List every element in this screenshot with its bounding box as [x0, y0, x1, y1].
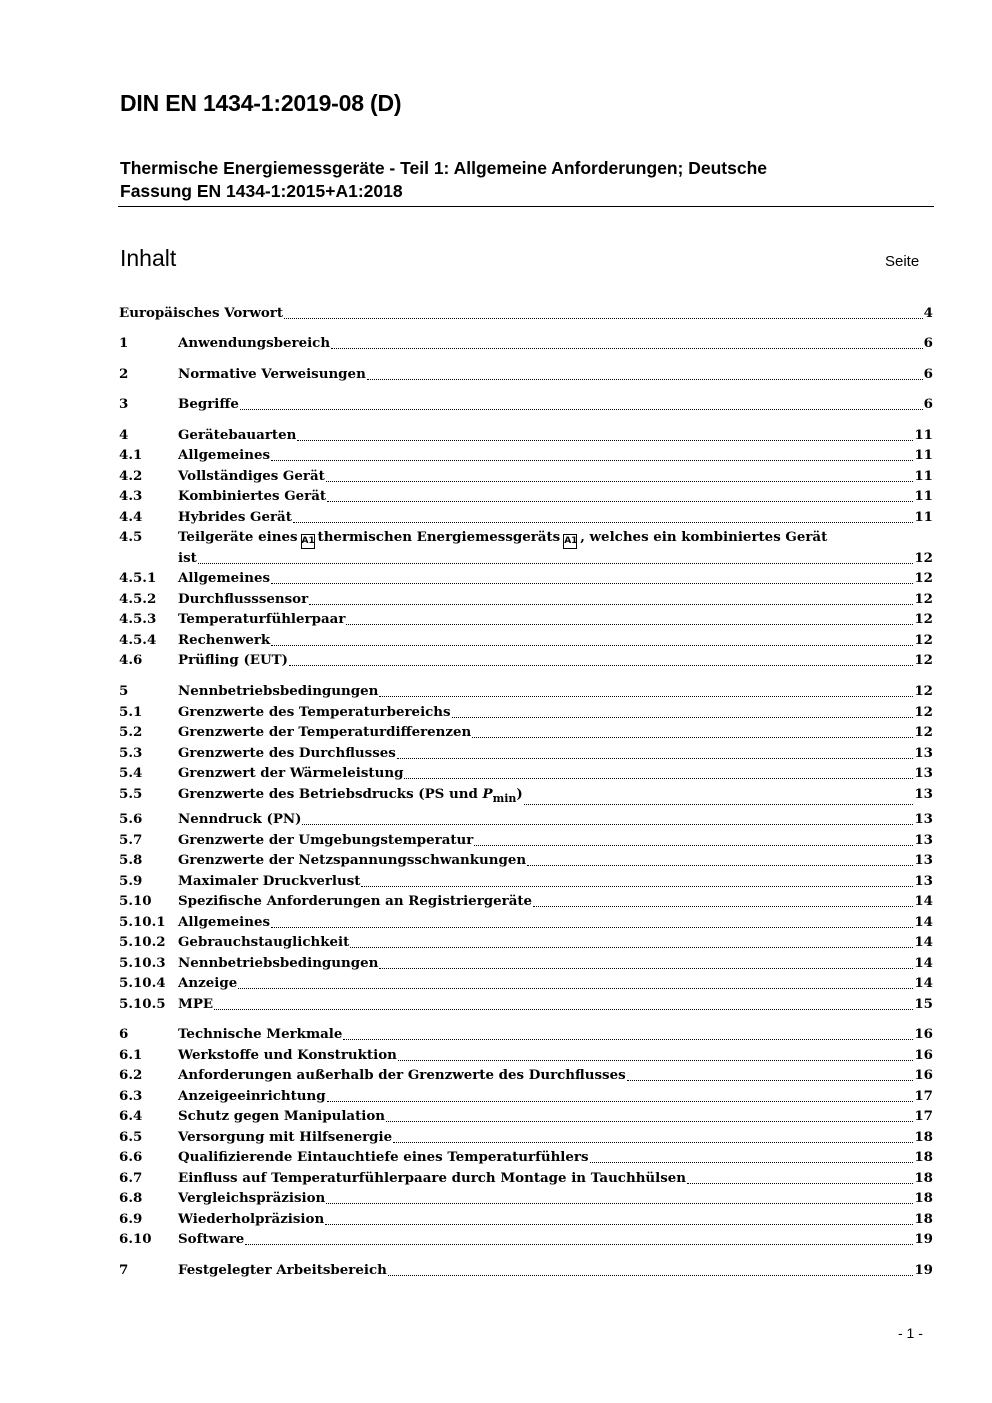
toc-leader-dots — [379, 695, 913, 697]
toc-entry-continuation[interactable] — [118, 548, 933, 568]
toc-entry-title: Allgemeines — [178, 447, 271, 463]
toc-entry[interactable] — [118, 1209, 933, 1229]
toc-entry[interactable] — [118, 1188, 933, 1208]
toc-entry-title: Anforderungen außerhalb der Grenzwerte des Durchflusses — [178, 1067, 626, 1083]
toc-entry-number: 6.3 — [119, 1088, 143, 1104]
toc-leader-dots — [687, 1182, 913, 1184]
toc-entry-line — [178, 568, 933, 588]
toc-entry-title: Nenndruck (PN) — [178, 811, 302, 827]
toc-entry-number: 5.10 — [119, 893, 152, 909]
toc-leader-dots — [271, 582, 913, 584]
toc-entry-page: 17 — [914, 1088, 933, 1104]
toc-entry-page: 18 — [914, 1149, 933, 1165]
toc-entry-number: 5.10.4 — [119, 975, 166, 991]
toc-entry-page: 16 — [914, 1026, 933, 1042]
toc-leader-dots — [240, 408, 923, 410]
toc-entry-number: 5.10.2 — [119, 934, 166, 950]
toc-entry-number: 6.6 — [119, 1149, 143, 1165]
toc-entry-page: 19 — [914, 1231, 933, 1247]
toc-entry[interactable] — [118, 609, 933, 629]
toc-entry[interactable] — [118, 702, 933, 722]
toc-entry-line — [178, 1106, 933, 1126]
toc-entry[interactable] — [118, 445, 933, 465]
toc-leader-dots — [524, 803, 914, 805]
toc-entry-title: Gebrauchstauglichkeit — [178, 934, 350, 950]
toc-entry-title: Nennbetriebsbedingungen — [178, 955, 379, 971]
toc-entry-page: 4 — [923, 305, 933, 321]
toc-entry[interactable] — [118, 912, 933, 932]
toc-entry-title: Allgemeines — [178, 570, 271, 586]
toc-entry-page: 13 — [914, 873, 933, 889]
toc-leader-dots — [271, 644, 913, 646]
toc-entry-page: 14 — [914, 893, 933, 909]
toc-entry-page: 6 — [923, 366, 933, 382]
toc-leader-dots — [590, 1161, 914, 1163]
toc-entry-number: 2 — [119, 366, 129, 382]
toc-entry-page: 14 — [914, 975, 933, 991]
toc-entry-title: Vergleichspräzision — [178, 1190, 326, 1206]
toc-entry[interactable] — [118, 1086, 933, 1106]
toc-leader-dots — [527, 864, 913, 866]
toc-entry-page: 12 — [914, 611, 933, 627]
toc-entry-line — [178, 953, 933, 973]
toc-entry-title: Festgelegter Arbeitsbereich — [178, 1262, 387, 1278]
toc-entry[interactable] — [118, 364, 933, 384]
toc-entry-title: Hybrides Gerät — [178, 509, 292, 525]
toc-leader-dots — [327, 1100, 914, 1102]
toc-leader-dots — [452, 716, 914, 718]
toc-entry-title: Rechenwerk — [178, 632, 271, 648]
page-column-label: Seite — [885, 253, 920, 270]
toc-entry-page: 13 — [914, 832, 933, 848]
toc-entry-line — [178, 973, 933, 993]
toc-entry-title: Grenzwerte der Umgebungstemperatur — [178, 832, 474, 848]
page-footer-number: - 1 - — [898, 1325, 923, 1341]
toc-entry[interactable] — [118, 589, 933, 609]
toc-entry[interactable] — [118, 630, 933, 650]
toc-entry-line — [178, 486, 933, 506]
toc-entry-page: 11 — [914, 488, 933, 504]
toc-entry-title: Kombiniertes Gerät — [178, 488, 327, 504]
toc-entry-number: 5.10.3 — [119, 955, 166, 971]
toc-entry-number: 4.5.3 — [119, 611, 157, 627]
toc-entry-title: Prüfling (EUT) — [178, 652, 288, 668]
toc-leader-dots — [325, 1223, 913, 1225]
toc-entry-page: 11 — [914, 447, 933, 463]
toc-entry[interactable] — [118, 681, 933, 701]
toc-entry-title: Grenzwerte der Temperaturdifferenzen — [178, 724, 472, 740]
toc-leader-dots — [533, 905, 913, 907]
toc-entry[interactable] — [118, 1065, 933, 1085]
toc-title-text: thermischen Energiemessgeräts — [317, 529, 561, 545]
toc-entry[interactable] — [118, 303, 933, 323]
toc-entry-page: 12 — [914, 550, 933, 566]
toc-leader-dots — [326, 480, 914, 482]
toc-entry-title: Spezifische Anforderungen an Registriergeräte — [178, 893, 533, 909]
toc-leader-dots — [474, 844, 913, 846]
amendment-end-icon: A1 — [563, 534, 577, 549]
toc-entry-page: 6 — [923, 396, 933, 412]
toc-leader-dots — [346, 623, 913, 625]
toc-entry-line — [178, 681, 933, 701]
toc-entry-number: 7 — [119, 1262, 129, 1278]
toc-entry-line — [178, 743, 933, 763]
toc-entry-title: Anzeige — [178, 975, 238, 991]
toc-entry-page: 12 — [914, 704, 933, 720]
toc-entry-line — [178, 1024, 933, 1044]
toc-entry[interactable] — [118, 932, 933, 952]
toc-entry-number: 4.2 — [119, 468, 143, 484]
toc-entry-number: 3 — [119, 396, 129, 412]
toc-entry-line — [178, 548, 933, 568]
toc-entry-page: 12 — [914, 724, 933, 740]
toc-entry-number: 5.4 — [119, 765, 143, 781]
toc-entry-line — [178, 527, 933, 549]
toc-entry-title: Normative Verweisungen — [178, 366, 366, 382]
toc-entry[interactable] — [118, 466, 933, 486]
toc-entry-number: 4.5.1 — [119, 570, 157, 586]
toc-entry[interactable] — [118, 1024, 933, 1044]
toc-leader-dots — [379, 967, 913, 969]
toc-entry-page: 11 — [914, 468, 933, 484]
toc-entry-line — [178, 1209, 933, 1229]
toc-entry[interactable] — [118, 527, 933, 547]
toc-entry-line — [178, 1147, 933, 1167]
toc-entry[interactable] — [118, 333, 933, 353]
toc-entry-page: 19 — [914, 1262, 933, 1278]
toc-leader-dots — [245, 1243, 913, 1245]
toc-entry-title: Anzeigeeinrichtung — [178, 1088, 326, 1104]
toc-entry-page: 12 — [914, 570, 933, 586]
toc-leader-dots — [397, 757, 914, 759]
toc-entry-number: 5.6 — [119, 811, 143, 827]
toc-entry-title: Versorgung mit Hilfsenergie — [178, 1129, 393, 1145]
toc-entry-title: Gerätebauarten — [178, 427, 297, 443]
toc-entry-page: 14 — [914, 934, 933, 950]
toc-entry[interactable] — [118, 953, 933, 973]
toc-entry-number: 5.2 — [119, 724, 143, 740]
math-subscript: min — [492, 792, 517, 805]
toc-entry-number: 5.5 — [119, 786, 143, 802]
toc-entry-title: Schutz gegen Manipulation — [178, 1108, 386, 1124]
toc-entry-number: 6.7 — [119, 1170, 143, 1186]
toc-entry[interactable] — [118, 1045, 933, 1065]
toc-leader-dots — [198, 562, 914, 564]
toc-entry-line — [178, 784, 933, 809]
toc-entry[interactable] — [118, 1147, 933, 1167]
toc-entry-line — [178, 871, 933, 891]
subtitle-line-2: Fassung EN 1434-1:2015+A1:2018 — [120, 181, 403, 201]
toc-entry-line — [178, 609, 933, 629]
toc-leader-dots — [293, 521, 913, 523]
toc-heading: Inhalt — [120, 245, 177, 271]
toc-entry-line — [178, 809, 933, 829]
toc-entry-line — [178, 394, 933, 414]
toc-entry-line — [178, 1188, 933, 1208]
toc-entry-number: 4.5.2 — [119, 591, 157, 607]
toc-entry[interactable] — [118, 1127, 933, 1147]
title-divider — [118, 206, 934, 207]
toc-entry-page: 18 — [914, 1170, 933, 1186]
toc-entry-title: Grenzwert der Wärmeleistung — [178, 765, 404, 781]
toc-entry-page: 16 — [914, 1047, 933, 1063]
toc-entry-line — [178, 364, 933, 384]
toc-leader-dots — [350, 946, 913, 948]
toc-entry-page: 16 — [914, 1067, 933, 1083]
toc-leader-dots — [271, 459, 913, 461]
toc-entry-number: 5.8 — [119, 852, 143, 868]
toc-entry-line — [178, 830, 933, 850]
toc-entry-number: 5.10.5 — [119, 996, 166, 1012]
toc-title-text: Teilgeräte eines — [178, 529, 298, 545]
toc-entry-number: 6 — [119, 1026, 129, 1042]
toc-entry-line — [178, 702, 933, 722]
toc-leader-dots — [297, 439, 913, 441]
toc-entry-title: Grenzwerte des Durchflusses — [178, 745, 396, 761]
toc-entry-page: 11 — [914, 427, 933, 443]
toc-entry-line — [119, 303, 933, 323]
toc-entry[interactable] — [118, 1260, 933, 1280]
toc-leader-dots — [388, 1274, 913, 1276]
toc-entry-title: Werkstoffe und Konstruktion — [178, 1047, 397, 1063]
toc-entry-line — [178, 1065, 933, 1085]
toc-entry-line — [178, 891, 933, 911]
toc-entry-page: 18 — [914, 1190, 933, 1206]
toc-leader-dots — [289, 664, 913, 666]
toc-title-text: ) — [516, 786, 523, 802]
toc-leader-dots — [343, 1038, 913, 1040]
toc-leader-dots — [398, 1059, 913, 1061]
toc-entry-line — [178, 994, 933, 1014]
toc-entry-title: Technische Merkmale — [178, 1026, 343, 1042]
toc-leader-dots — [627, 1079, 914, 1081]
toc-entry-number: 4.3 — [119, 488, 143, 504]
toc-entry-line — [178, 912, 933, 932]
toc-entry-title: Wiederholpräzision — [178, 1211, 325, 1227]
toc-entry-page: 12 — [914, 652, 933, 668]
toc-entry-title — [178, 784, 523, 809]
toc-leader-dots — [302, 823, 913, 825]
toc-entry-line — [178, 763, 933, 783]
toc-entry-title: Software — [178, 1231, 245, 1247]
toc-entry[interactable] — [118, 994, 933, 1014]
toc-entry-page: 11 — [914, 509, 933, 525]
toc-entry-number: 6.5 — [119, 1129, 143, 1145]
subtitle-line-1: Thermische Energiemessgeräte - Teil 1: Allgemeine Anforderungen; Deutsche — [120, 158, 768, 178]
toc-leader-dots — [271, 926, 913, 928]
toc-entry-title: Europäisches Vorwort — [119, 305, 284, 321]
toc-title-text: Grenzwerte des Betriebsdrucks (PS und — [178, 786, 483, 802]
toc-entry-line — [178, 333, 933, 353]
toc-leader-dots — [326, 1202, 913, 1204]
toc-leader-dots — [331, 347, 923, 349]
toc-entry[interactable] — [118, 830, 933, 850]
toc-entry[interactable] — [118, 394, 933, 414]
toc-entry-page: 13 — [914, 786, 933, 802]
toc-entry-title — [178, 527, 827, 549]
toc-entry-number: 5.1 — [119, 704, 143, 720]
toc-entry[interactable] — [118, 809, 933, 829]
toc-entry-line — [178, 425, 933, 445]
toc-entry-page: 12 — [914, 683, 933, 699]
toc-entry-title: Vollständiges Gerät — [178, 468, 325, 484]
toc-leader-dots — [472, 736, 913, 738]
toc-entry-line — [178, 1168, 933, 1188]
toc-entry-line — [178, 1229, 933, 1249]
toc-entry-page: 14 — [914, 955, 933, 971]
toc-entry[interactable] — [118, 763, 933, 783]
toc-entry-page: 12 — [914, 591, 933, 607]
toc-entry-page: 14 — [914, 914, 933, 930]
toc-leader-dots — [361, 885, 913, 887]
toc-entry-page: 13 — [914, 745, 933, 761]
document-subtitle — [120, 157, 900, 203]
toc-entry-page: 18 — [914, 1211, 933, 1227]
toc-entry-title: Begriffe — [178, 396, 239, 412]
toc-entry-title: Anwendungsbereich — [178, 335, 331, 351]
toc-entry[interactable] — [118, 743, 933, 763]
toc-entry-title: Temperaturfühlerpaar — [178, 611, 346, 627]
toc-entry-number: 6.9 — [119, 1211, 143, 1227]
toc-entry[interactable] — [118, 486, 933, 506]
toc-entry-number: 6.4 — [119, 1108, 143, 1124]
toc-entry[interactable] — [118, 722, 933, 742]
toc-entry-title: Nennbetriebsbedingungen — [178, 683, 379, 699]
toc-entry-number: 4.6 — [119, 652, 143, 668]
toc-entry[interactable] — [118, 650, 933, 670]
toc-entry-line — [178, 850, 933, 870]
math-variable: P — [482, 786, 493, 802]
toc-entry[interactable] — [118, 850, 933, 870]
toc-entry-number: 1 — [119, 335, 129, 351]
toc-leader-dots — [284, 317, 923, 319]
toc-entry[interactable] — [118, 891, 933, 911]
toc-title-text: , welches ein kombiniertes Gerät — [580, 529, 828, 545]
toc-entry[interactable] — [118, 425, 933, 445]
toc-entry-page: 18 — [914, 1129, 933, 1145]
toc-entry-page: 13 — [914, 811, 933, 827]
toc-leader-dots — [386, 1120, 913, 1122]
toc-leader-dots — [214, 1008, 913, 1010]
toc-entry-title: MPE — [178, 996, 214, 1012]
toc-entry-line — [178, 1260, 933, 1280]
toc-leader-dots — [367, 378, 923, 380]
toc-entry-page: 12 — [914, 632, 933, 648]
toc-entry-number: 6.8 — [119, 1190, 143, 1206]
toc-entry-number: 5.7 — [119, 832, 143, 848]
toc-leader-dots — [309, 603, 913, 605]
toc-entry-number: 4.5.4 — [119, 632, 157, 648]
toc-entry[interactable] — [118, 1106, 933, 1126]
toc-leader-dots — [404, 777, 913, 779]
toc-entry[interactable] — [118, 507, 933, 527]
toc-entry-line — [178, 630, 933, 650]
toc-leader-dots — [238, 987, 913, 989]
toc-entry-line — [178, 1045, 933, 1065]
toc-entry-line — [178, 466, 933, 486]
toc-entry[interactable] — [118, 784, 933, 804]
toc-entry-title: Grenzwerte des Temperaturbereichs — [178, 704, 451, 720]
toc-entry-page: 6 — [923, 335, 933, 351]
toc-entry-line — [178, 932, 933, 952]
toc-entry[interactable] — [118, 568, 933, 588]
toc-entry-line — [178, 507, 933, 527]
toc-entry-number: 5 — [119, 683, 129, 699]
toc-entry[interactable] — [118, 1229, 933, 1249]
toc-entry-title: Maximaler Druckverlust — [178, 873, 361, 889]
toc-entry-number: 6.2 — [119, 1067, 143, 1083]
toc-entry-page: 17 — [914, 1108, 933, 1124]
amendment-start-icon: A1 — [301, 534, 315, 549]
toc-entry-title: ist — [178, 550, 197, 566]
toc-entry[interactable] — [118, 973, 933, 993]
page-title: DIN EN 1434-1:2019-08 (D) — [120, 90, 402, 116]
toc-entry-number: 6.10 — [119, 1231, 152, 1247]
toc-leader-dots — [393, 1141, 913, 1143]
toc-entry-title: Qualifizierende Eintauchtiefe eines Temperaturfühlers — [178, 1149, 589, 1165]
toc-entry-line — [178, 722, 933, 742]
toc-entry-number: 4 — [119, 427, 129, 443]
toc-entry-line — [178, 1127, 933, 1147]
toc-entry-title: Allgemeines — [178, 914, 271, 930]
toc-entry-number: 4.4 — [119, 509, 143, 525]
toc-entry-number: 5.3 — [119, 745, 143, 761]
toc-entry-page: 13 — [914, 765, 933, 781]
toc-entry-line — [178, 650, 933, 670]
toc-entry[interactable] — [118, 871, 933, 891]
toc-entry-page: 13 — [914, 852, 933, 868]
toc-entry-title: Durchflusssensor — [178, 591, 309, 607]
toc-entry-line — [178, 1086, 933, 1106]
toc-entry-number: 6.1 — [119, 1047, 143, 1063]
toc-entry-number: 4.1 — [119, 447, 143, 463]
toc-entry-page: 15 — [914, 996, 933, 1012]
toc-entry-line — [178, 589, 933, 609]
toc-entry-number: 5.10.1 — [119, 914, 166, 930]
toc-entry-number: 5.9 — [119, 873, 143, 889]
toc-entry-number: 4.5 — [119, 529, 143, 545]
toc-entry-line — [178, 445, 933, 465]
toc-entry[interactable] — [118, 1168, 933, 1188]
toc-entry-title: Einfluss auf Temperaturfühlerpaare durch Montage in Tauchhülsen — [178, 1170, 687, 1186]
toc-entry-title: Grenzwerte der Netzspannungsschwankungen — [178, 852, 527, 868]
toc-leader-dots — [327, 500, 913, 502]
